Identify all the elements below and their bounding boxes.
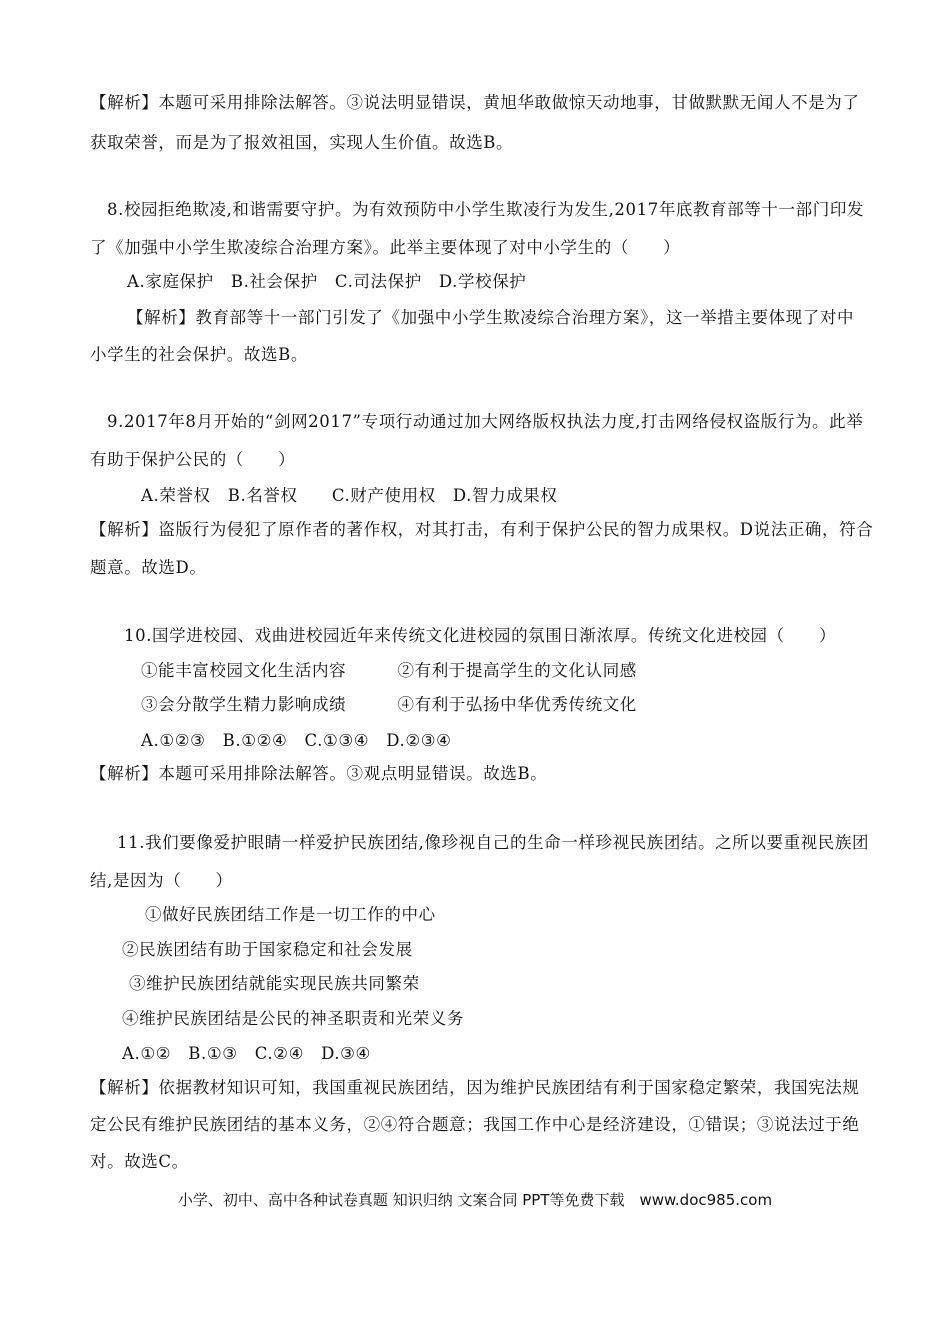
question-8-line-2: 了《加强中小学生欺凌综合治理方案》。此举主要体现了对中小学生的（ ） [90, 238, 681, 257]
analysis-q9-line-2: 题意。故选D。 [90, 558, 207, 577]
question-8-line-1: 8.校园拒绝欺凌,和谐需要守护。为有效预防中小学生欺凌行为发生,2017年底教育部等十一部门印发 [107, 200, 865, 219]
question-11-line-2: 结,是因为（ ） [90, 871, 233, 890]
analysis-q7-line-1: 【解析】本题可采用排除法解答。③说法明显错误，黄旭华敢做惊天动地事，甘做默默无闻人不是为了 [90, 93, 860, 112]
question-11-statement-1: ①做好民族团结工作是一切工作的中心 [145, 905, 436, 924]
analysis-q11-line-3: 对。故选C。 [90, 1152, 189, 1171]
question-11-statement-4: ④维护民族团结是公民的神圣职责和光荣义务 [122, 1009, 464, 1028]
analysis-q11-line-2: 定公民有维护民族团结的基本义务，②④符合题意；我国工作中心是经济建设，①错误；③说法过于绝 [90, 1115, 860, 1134]
question-10-options: A.①②③ B.①②④ C.①③④ D.②③④ [141, 731, 452, 750]
question-11-options: A.①② B.①③ C.②④ D.③④ [122, 1044, 371, 1063]
question-8-options: A.家庭保护 B.社会保护 C.司法保护 D.学校保护 [127, 272, 527, 291]
question-9-line-1: 9.2017年8月开始的“剑网2017”专项行动通过加大网络版权执法力度,打击网络侵权盗版行为。此举 [107, 412, 864, 431]
question-11-statement-3: ③维护民族团结就能实现民族共同繁荣 [129, 974, 420, 993]
analysis-q11-line-1: 【解析】依据教材知识可知，我国重视民族团结，因为维护民族团结有利于国家稳定繁荣，我国宪法规 [90, 1078, 860, 1097]
analysis-q10-line-1: 【解析】本题可采用排除法解答。③观点明显错误。故选B。 [90, 764, 548, 783]
analysis-q9-line-1: 【解析】盗版行为侵犯了原作者的著作权，对其打击，有利于保护公民的智力成果权。D说法正确，符合 [90, 520, 874, 539]
question-10-statements-2: ③会分散学生精力影响成绩 ④有利于弘扬中华优秀传统文化 [141, 695, 637, 714]
question-11-line-1: 11.我们要像爱护眼睛一样爱护民族团结,像珍视自己的生命一样珍视民族团结。之所以要重视民族团 [117, 833, 870, 852]
page-footer: 小学、初中、高中各种试卷真题 知识归纳 文案合同 PPT等免费下载 www.doc985.com [177, 1191, 773, 1209]
question-11-statement-2: ②民族团结有助于国家稳定和社会发展 [122, 940, 413, 959]
question-9-line-2: 有助于保护公民的（ ） [90, 450, 296, 469]
question-10-statements-1: ①能丰富校园文化生活内容 ②有利于提高学生的文化认同感 [141, 661, 637, 680]
analysis-q8-line-2: 小学生的社会保护。故选B。 [90, 345, 308, 364]
question-10-line-1: 10.国学进校园、戏曲进校园近年来传统文化进校园的氛围日渐浓厚。传统文化进校园（ ） [124, 626, 837, 645]
analysis-q8-line-1: 【解析】教育部等十一部门引发了《加强中小学生欺凌综合治理方案》，这一举措主要体现了对中 [127, 308, 855, 327]
analysis-q7-line-2: 获取荣誉，而是为了报效祖国，实现人生价值。故选B。 [90, 133, 514, 152]
question-9-options: A.荣誉权 B.名誉权 C.财产使用权 D.智力成果权 [141, 486, 558, 505]
